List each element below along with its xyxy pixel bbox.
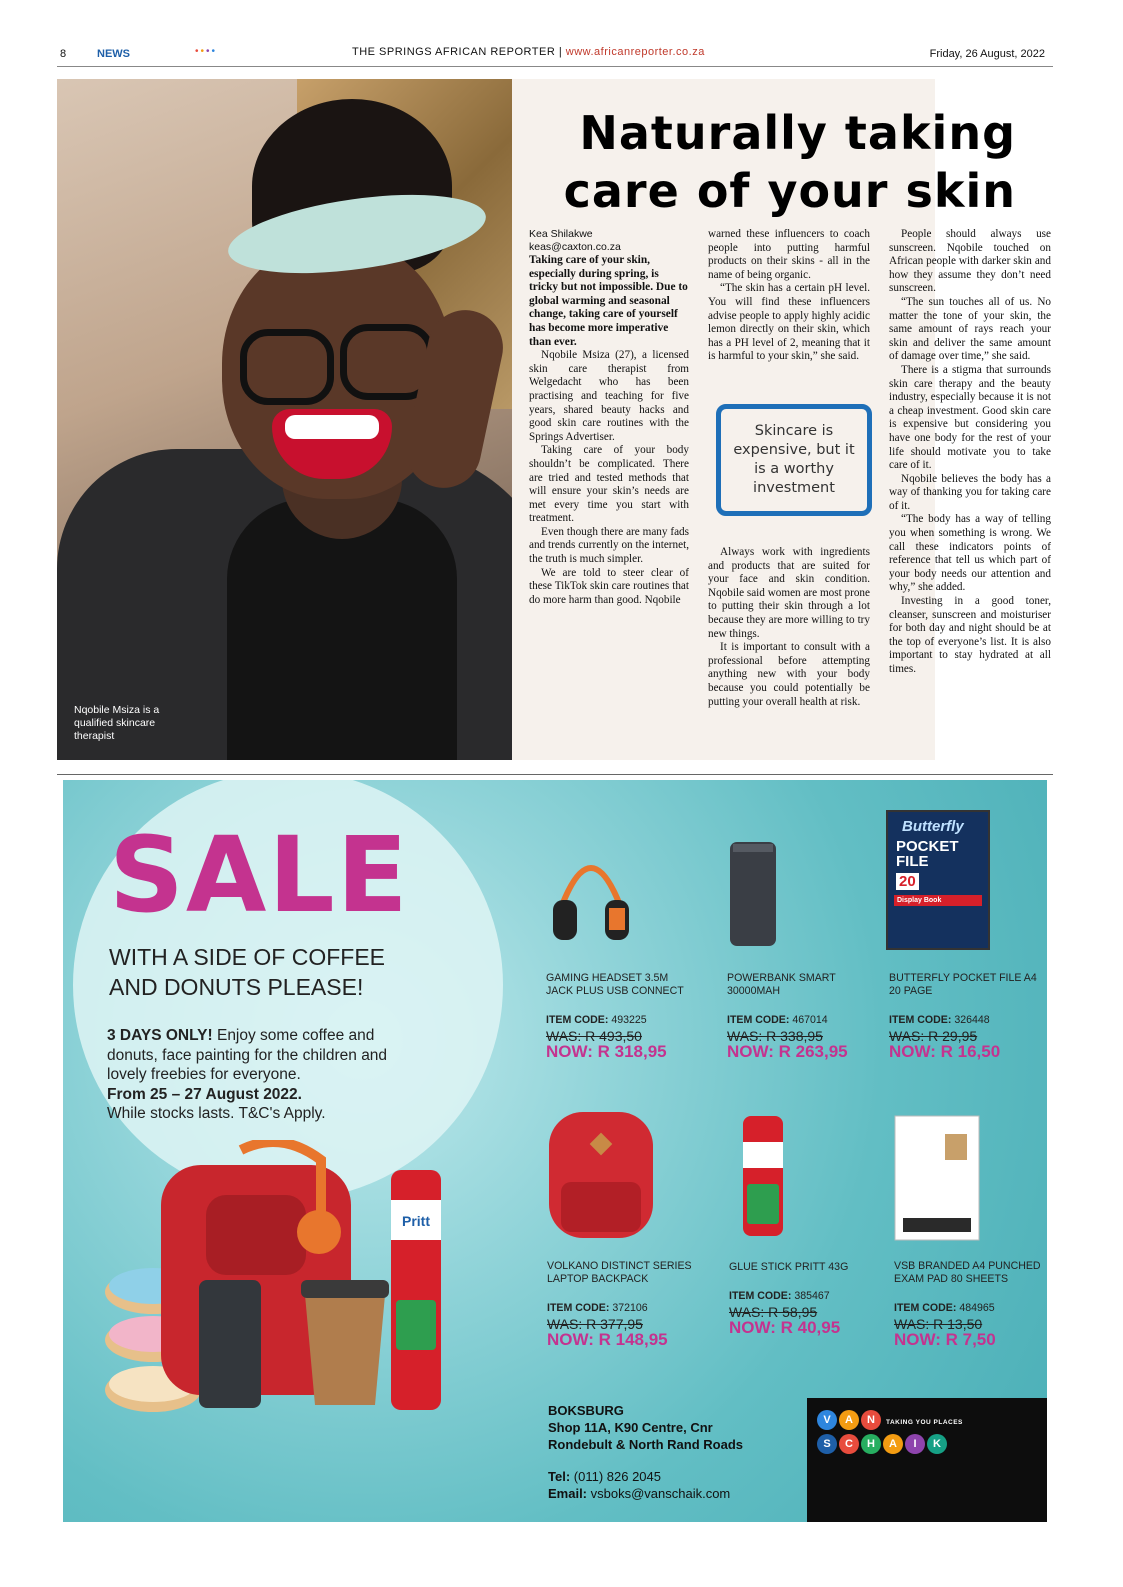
backpack-product-image	[541, 1092, 661, 1242]
product-backpack	[547, 1260, 697, 1349]
logo-letter: I	[905, 1434, 925, 1454]
product-now-price: NOW: R 263,95	[727, 1042, 848, 1061]
paragraph: We are told to steer clear of these TikTok skin care routines that do more harm than good. Nqobile	[529, 566, 689, 606]
code-value: 385467	[794, 1290, 830, 1302]
photo-caption: Nqobile Msiza is a qualified skincare therapist	[74, 704, 160, 742]
product-was-price: WAS: R 377,95	[547, 1316, 643, 1332]
store-address	[548, 1402, 743, 1453]
separator: |	[558, 46, 563, 58]
ad-promo-text	[107, 1026, 427, 1124]
product-headset	[546, 972, 696, 1061]
product-exam-pad	[894, 1260, 1044, 1349]
code-value: 484965	[959, 1302, 995, 1314]
logo-letter: A	[883, 1434, 903, 1454]
paragraph: It is important to consult with a professional before attempting anything new with your body because you could potentially be putting your overall health at risk.	[708, 641, 870, 708]
article-column-3	[889, 228, 1051, 677]
logo-letter: S	[817, 1434, 837, 1454]
article-column-2b	[708, 546, 870, 709]
logo-letter: A	[839, 1410, 859, 1430]
byline-email[interactable]: keas@caxton.co.za	[529, 241, 621, 253]
product-was-price: WAS: R 338,95	[727, 1028, 823, 1044]
product-now-price: NOW: R 318,95	[546, 1042, 667, 1061]
store-contact	[548, 1468, 730, 1502]
article-photo	[57, 79, 512, 760]
promo-body: Enjoy some coffee and donuts, face painting for the children and lovely freebies for everyone.	[107, 1027, 388, 1083]
logo-letter: K	[927, 1434, 947, 1454]
section-label: NEWS	[97, 48, 130, 60]
product-was-price: WAS: R 58,95	[729, 1304, 818, 1320]
pocket-file-sub: Display Book	[894, 895, 982, 906]
product-code	[894, 1302, 1044, 1315]
product-was-price: WAS: R 493,50	[546, 1028, 642, 1044]
paragraph: “The body has a way of telling you when something is wrong. We call these indicators points of reference that tell us which part of your body needs our attention and why,” she added.	[889, 513, 1051, 594]
paragraph: Taking care of your body shouldn’t be complicated. There are tried and tested methods that will ensure your skin’s needs are met every time you start with treatment.	[529, 444, 689, 525]
powerbank-icon	[199, 1280, 261, 1408]
code-value: 372106	[612, 1302, 648, 1314]
paragraph: There is a stigma that surrounds skin care therapy and the beauty industry, especially because it is not a cheap investment. Good skin care is expensive but considering you have one body for the rest of your life should motivate you to take care of it.	[889, 363, 1051, 472]
page-number: 8	[60, 48, 67, 60]
product-now-price: NOW: R 7,50	[894, 1330, 996, 1349]
exam-pad-product-image	[893, 1114, 981, 1242]
paragraph: “The sun touches all of us. No matter the tone of your skin, the same amount of rays reach your skin and deliver the same amount of damage over time,” she said.	[889, 295, 1051, 363]
tel-label: Tel:	[548, 1469, 571, 1484]
tel-value[interactable]: (011) 826 2045	[570, 1469, 661, 1484]
section-dots: ••••	[195, 46, 218, 57]
pocket-file-product-image	[886, 810, 990, 950]
product-powerbank	[727, 972, 877, 1061]
logo-letter: H	[861, 1434, 881, 1454]
code-label: ITEM CODE:	[727, 1014, 790, 1026]
promo-dates: From 25 – 27 August 2022.	[107, 1085, 302, 1103]
store-line-2: Rondebult & North Rand Roads	[548, 1437, 743, 1452]
product-now-price: NOW: R 16,50	[889, 1042, 1001, 1061]
headset-product-image	[541, 838, 641, 953]
issue-date: Friday, 26 August, 2022	[929, 48, 1045, 60]
product-was-price: WAS: R 29,95	[889, 1028, 978, 1044]
paragraph: People should always use sunscreen. Nqobile touched on African people with darker skin and how they assume they don’t need sunscreen.	[889, 228, 1051, 295]
powerbank-icon	[730, 842, 776, 946]
paragraph: Even though there are many fads and trends currently on the internet, the truth is much simpler.	[529, 525, 689, 566]
product-code	[889, 1014, 1039, 1027]
headline-line-1: Naturally taking	[579, 106, 1016, 160]
coffee-cup-icon	[305, 1295, 385, 1405]
ad-subheadline-line-1: WITH A SIDE OF COFFEE	[109, 944, 386, 970]
paragraph: Nqobile believes the body has a way of thanking you for taking care of it.	[889, 472, 1051, 512]
product-code	[547, 1302, 697, 1315]
store-name: BOKSBURG	[548, 1403, 624, 1418]
advertisement	[63, 780, 1047, 1522]
publication-name: THE SPRINGS AFRICAN REPORTER	[352, 46, 556, 58]
byline-author: Kea Shilakwe	[529, 228, 593, 240]
glue-stick-product-image	[739, 1112, 787, 1240]
article-lede: Taking care of your skin, especially during spring, is tricky but not impossible. Due to global warming and seasonal change, taking care of yourself has become more imperative than ever.	[529, 254, 688, 348]
product-now-price: NOW: R 148,95	[547, 1330, 668, 1349]
logo-letter: V	[817, 1410, 837, 1430]
paragraph: “The skin has a certain pH level. You will find these influencers advise people to apply highly acidic lemon directly on their skin, which has a PH level of 2, meaning that it is harmful to your skin,” she said.	[708, 282, 870, 363]
product-code	[546, 1014, 696, 1027]
product-name: VSB BRANDED A4 PUNCHED EXAM PAD 80 SHEETS	[894, 1260, 1041, 1285]
article-column-2a	[708, 228, 870, 364]
code-value: 326448	[954, 1014, 990, 1026]
publication-line	[352, 46, 705, 58]
publication-url[interactable]: www.africanreporter.co.za	[565, 46, 705, 58]
product-code	[727, 1014, 877, 1027]
ad-subheadline-line-2: AND DONUTS PLEASE!	[109, 974, 364, 1000]
email-value[interactable]: vsboks@vanschaik.com	[587, 1486, 731, 1501]
ad-sale-headline: SALE	[109, 814, 410, 936]
paragraph: warned these influencers to coach people into putting harmful products on their skins - all in the name of being organic.	[708, 228, 870, 281]
code-value: 493225	[611, 1014, 647, 1026]
store-line-1: Shop 11A, K90 Centre, Cnr	[548, 1420, 713, 1435]
product-name: BUTTERFLY POCKET FILE A4 20 PAGE	[889, 972, 1037, 997]
product-glue-stick	[729, 1261, 879, 1337]
photo-teeth	[285, 415, 379, 439]
promo-bold: 3 DAYS ONLY!	[107, 1027, 213, 1044]
product-now-price: NOW: R 40,95	[729, 1318, 841, 1337]
headline-line-2: care of your skin	[563, 164, 1016, 218]
hero-products-image	[91, 1140, 491, 1422]
product-name: GAMING HEADSET 3.5M JACK PLUS USB CONNECT	[546, 972, 684, 997]
paragraph: Nqobile Msiza (27), a licensed skin care therapist from Welgedacht who has been practising and teaching for five years, shared beauty hacks and good skin care routines with the Springs Advertiser.	[529, 349, 689, 443]
pocket-file-brand: Butterfly	[902, 818, 964, 835]
paragraph: Always work with ingredients and products that are suited for your face and skin condition. Nqobile said women are most prone to putting their skin through a lot because they are more willing to try new things.	[708, 546, 870, 640]
ad-subheadline	[109, 942, 385, 1002]
product-name: GLUE STICK PRITT 43G	[729, 1261, 849, 1273]
code-value: 467014	[792, 1014, 828, 1026]
code-label: ITEM CODE:	[889, 1014, 952, 1026]
product-pocket-file	[889, 972, 1039, 1061]
logo-letter: N	[861, 1410, 881, 1430]
powerbank-product-image	[727, 840, 787, 950]
photo-glasses-left	[240, 329, 334, 405]
pocket-file-title: POCKET FILE	[896, 838, 959, 870]
pocket-file-count: 20	[896, 873, 919, 890]
code-label: ITEM CODE:	[729, 1290, 792, 1302]
pritt-label: Pritt	[402, 1213, 430, 1229]
logo-tagline: TAKING YOU PLACES	[886, 1419, 963, 1426]
email-label: Email:	[548, 1486, 588, 1501]
product-name: VOLKANO DISTINCT SERIES LAPTOP BACKPACK	[547, 1260, 692, 1285]
van-schaik-logo	[807, 1398, 1047, 1522]
logo-letter: C	[839, 1434, 859, 1454]
code-label: ITEM CODE:	[547, 1302, 610, 1314]
code-label: ITEM CODE:	[894, 1302, 957, 1314]
product-name: POWERBANK SMART 30000MAH	[727, 972, 836, 997]
article-headline	[516, 104, 1016, 220]
pull-quote: Skincare is expensive, but it is a worthy investment	[716, 404, 872, 516]
page-header	[57, 44, 1053, 67]
section-divider	[57, 774, 1053, 775]
paragraph: Investing in a good toner, cleanser, sunscreen and moisturiser for both day and night should be at the top of everyone’s list. It is also important to stay hydrated at all times.	[889, 595, 1051, 675]
article-column-1	[529, 228, 689, 607]
product-code	[729, 1290, 879, 1303]
product-was-price: WAS: R 13,50	[894, 1316, 983, 1332]
promo-note: While stocks lasts. T&C's Apply.	[107, 1105, 326, 1122]
code-label: ITEM CODE:	[546, 1014, 609, 1026]
